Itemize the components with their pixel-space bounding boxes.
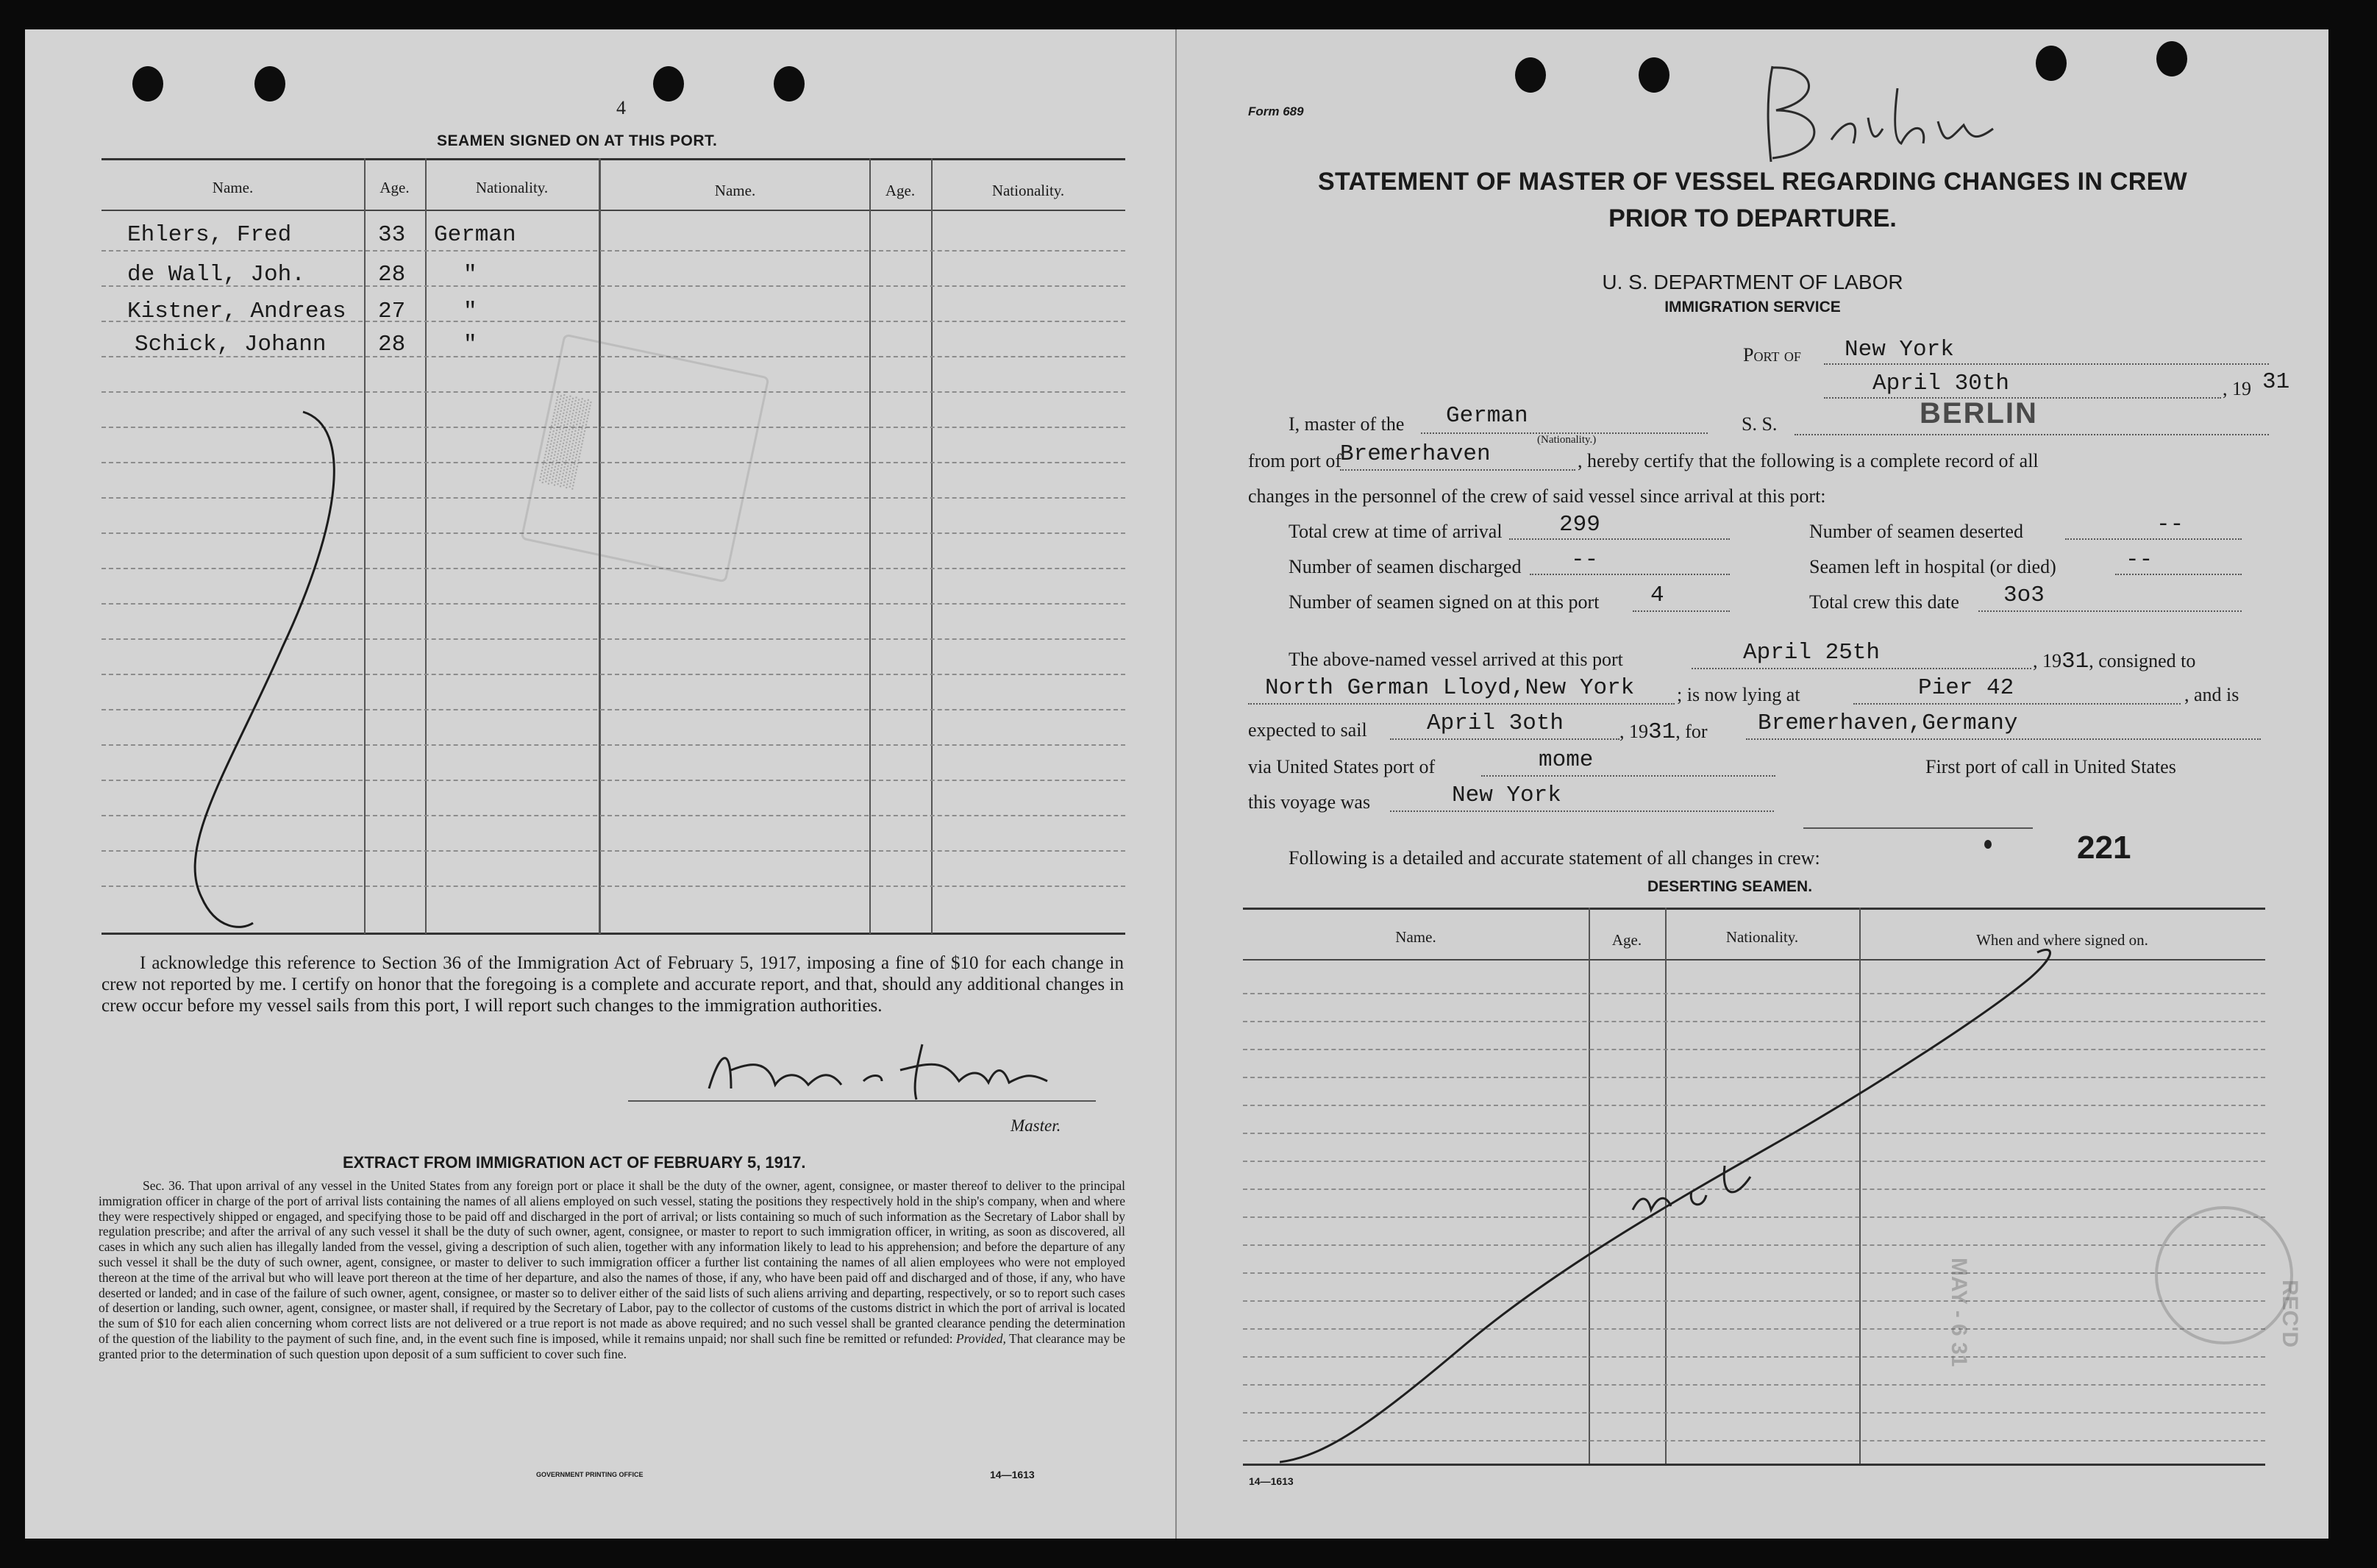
punch-hole	[653, 66, 684, 101]
handwritten-none	[1280, 912, 2074, 1471]
total-crew-arrival-label: Total crew at time of arrival	[1289, 521, 1503, 542]
circular-stamp	[2155, 1206, 2293, 1344]
ss-label: S. S.	[1742, 413, 1778, 435]
signed-on-value: 4	[1650, 582, 1664, 608]
department: U. S. DEPARTMENT OF LABOR	[1602, 271, 1903, 293]
punch-hole	[1639, 57, 1669, 93]
hospital-value: --	[2125, 547, 2153, 573]
col-name-2: Name.	[714, 182, 756, 199]
extract-title: EXTRACT FROM IMMIGRATION ACT OF FEBRUARY 5, 1917.	[343, 1153, 806, 1172]
punch-hole	[1515, 57, 1546, 93]
right-page	[1177, 29, 2328, 1539]
handwritten-strike-line	[172, 382, 363, 941]
punch-hole	[254, 66, 285, 101]
punch-hole	[2036, 46, 2067, 81]
expected-label: expected to sail	[1248, 719, 1367, 741]
col-age-1: Age.	[379, 179, 410, 196]
via-label: via United States port of	[1248, 756, 1436, 777]
signature-line	[628, 1100, 1096, 1102]
extract-text: Sec. 36. That upon arrival of any vessel in the United States from any foreign port or place it shall be the duty of the owner, agent, consignee, or master thereof to deliver to the principal immigration officer in charge of the port of arrival lists containing the names of all aliens employed on such vessel, stating the positions they respectively hold in the ship's company, when and where they were respectively shipped or engaged, and specifying those to be paid off and discharged in the port of arrival; or lists containing so much of such information as the Secretary of Labor shall by regulation prescribe; and after the arrival of any such vessel it shall be the duty of such owner, agent, consignee, or master to report to such immigration officer, in writing, as soon as discovered, all cases in which any such alien has illegally landed from the vessel, giving a description of such alien, together with any information likely to lead to his apprehension; and before the departure of any such vessel it shall be the duty of such owner, agent, consignee, or master to deliver to such immigration officer a further list containing the names of all alien employees who were not employed thereon at the time of the arrival but who will leave port thereon at the time of her departure, and also the names of those, if any, who have been paid off and discharged and of those, if any, who have deserted or landed; and in case of the failure of such owner, agent, consignee, or master so to deliver either of the said lists of such aliens arriving and departing, respectively, or so to report such cases of desertion or landing, such owner, agent, consignee, or master shall, if required by the Secretary of Labor, pay to the collector of customs of the customs district in which the port of arrival is located the sum of $10 for each alien concerning whom correct lists are not delivered or a true report is not made as above required; and no such vessel shall be granted clearance pending the determination of the question of the liability to the payment of such fine, and, in the event such fine is imposed, while it remains unpaid; nor shall such fine be remitted or refunded:	[99, 1178, 1125, 1346]
form-title-line1: STATEMENT OF MASTER OF VESSEL REGARDING CHANGES IN CREW	[1318, 168, 2187, 196]
date-received-stamp: MAY - 6 31	[1947, 1258, 1971, 1367]
row-name: Schick, Johann	[135, 332, 327, 357]
handwritten-note	[1750, 59, 2000, 169]
discharged-label: Number of seamen discharged	[1289, 556, 1522, 577]
form-title-line2: PRIOR TO DEPARTURE.	[1608, 204, 1897, 232]
vessel-stamp: BERLIN	[1920, 397, 2038, 430]
destination-value: Bremerhaven,Germany	[1758, 710, 2018, 736]
extract-proviso-label: Provided,	[956, 1330, 1006, 1346]
recd-stamp: REC'D	[2278, 1280, 2302, 1348]
col-nationality-2: Nationality.	[991, 182, 1065, 199]
total-crew-date-label: Total crew this date	[1809, 591, 1959, 613]
hospital-label: Seamen left in hospital (or died)	[1809, 556, 2056, 577]
row-age: 28	[378, 262, 406, 288]
signed-on-label: Number of seamen signed on at this port	[1289, 591, 1600, 613]
punch-hole	[132, 66, 163, 101]
changes-text: changes in the personnel of the crew of said vessel since arrival at this port:	[1248, 485, 1826, 507]
received-stamp: ▒▒▒▒	[520, 333, 769, 582]
col-nationality-1: Nationality.	[475, 179, 549, 196]
certify-text: , hereby certify that the following is a complete record of all	[1578, 450, 2039, 471]
from-port-label: from port of	[1248, 450, 1342, 471]
arrived-date-value: April 25th	[1743, 640, 1881, 666]
deserted-label: Number of seamen deserted	[1809, 521, 2023, 542]
form-code-right: 14—1613	[1249, 1475, 1294, 1487]
acknowledgement-text: I acknowledge this reference to Section 36 of the Immigration Act of February 5, 1917, imposing a fine of $10 for each change in crew not reported by me. I certify on honor that the foregoing is a complete and accurate report, and that, should any additional changes in crew occur before my vessel sails from this port, I will report such changes to the immigration authorities.	[101, 953, 1124, 1016]
first-port-label: First port of call in United States	[1925, 756, 2176, 777]
total-crew-arrival-value: 299	[1559, 512, 1600, 538]
master-of-label: I, master of the	[1289, 413, 1405, 435]
col-nationality: Nationality.	[1725, 928, 1799, 946]
from-port-value: Bremerhaven	[1340, 441, 1491, 467]
date-value: April 30th	[1872, 371, 2010, 396]
punch-hole	[774, 66, 805, 101]
year-prefix: , 19	[2223, 378, 2251, 399]
extract-proviso: That clearance may be granted prior to the determination of such question upon deposit of a sum sufficient to cover such fine.	[99, 1330, 1126, 1361]
form-number: Form 689	[1248, 104, 1304, 118]
nationality-hint: (Nationality.)	[1537, 434, 1597, 446]
row-age: 27	[378, 299, 406, 324]
col-name: Name.	[1395, 928, 1436, 946]
following-text: Following is a detailed and accurate statement of all changes in crew:	[1289, 847, 1820, 869]
col-name-1: Name.	[212, 179, 254, 196]
via-port-value: mome	[1539, 747, 1594, 773]
deserting-title: DESERTING SEAMEN.	[1647, 878, 1813, 895]
pier-value: Pier 42	[1918, 675, 2014, 701]
deserted-value: --	[2156, 512, 2184, 538]
punch-hole	[2156, 41, 2187, 76]
dot-mark	[1984, 840, 1992, 849]
row-nationality: "	[463, 332, 477, 357]
row-name: Ehlers, Fred	[127, 222, 292, 248]
row-name: de Wall, Joh.	[127, 262, 305, 288]
signed-on-table-title: SEAMEN SIGNED ON AT THIS PORT.	[437, 132, 718, 149]
total-crew-date-value: 3o3	[2003, 582, 2045, 608]
nationality-value: German	[1446, 403, 1528, 429]
arrived-year: , 1931, consigned to	[2033, 649, 2196, 674]
master-label: Master.	[1011, 1116, 1061, 1135]
page-number: 4	[616, 97, 626, 118]
lying-label: ; is now lying at	[1677, 684, 1800, 705]
voyage-label: this voyage was	[1248, 791, 1371, 813]
arrived-label: The above-named vessel arrived at this port	[1289, 649, 1623, 670]
row-nationality: "	[463, 262, 477, 288]
row-age: 28	[378, 332, 406, 357]
row-nationality: German	[434, 222, 516, 248]
discharged-value: --	[1571, 547, 1599, 573]
printing-office: GOVERNMENT PRINTING OFFICE	[536, 1471, 644, 1478]
consignee-value: North German Lloyd,New York	[1265, 675, 1635, 701]
master-signature	[680, 1030, 1084, 1118]
form-code-left: 14—1613	[990, 1469, 1035, 1480]
and-is-label: , and is	[2184, 684, 2239, 705]
row-nationality: "	[463, 299, 477, 324]
left-page	[25, 29, 1177, 1539]
col-age: Age.	[1611, 931, 1642, 949]
sail-year: , 1931, for	[1619, 719, 1708, 745]
sail-date-value: April 3oth	[1427, 710, 1564, 736]
port-value: New York	[1845, 337, 1954, 363]
row-age: 33	[378, 222, 406, 248]
row-name: Kistner, Andreas	[127, 299, 346, 324]
extract-body	[99, 1178, 1125, 1362]
col-when-where: When and where signed on.	[1976, 931, 2148, 949]
service: IMMIGRATION SERVICE	[1664, 299, 1841, 316]
first-port-value: New York	[1452, 783, 1561, 808]
col-age-2: Age.	[885, 182, 916, 199]
stamped-number: 221	[2077, 830, 2131, 866]
year-suffix: 31	[2262, 369, 2290, 395]
port-label: Port of	[1743, 344, 1801, 366]
